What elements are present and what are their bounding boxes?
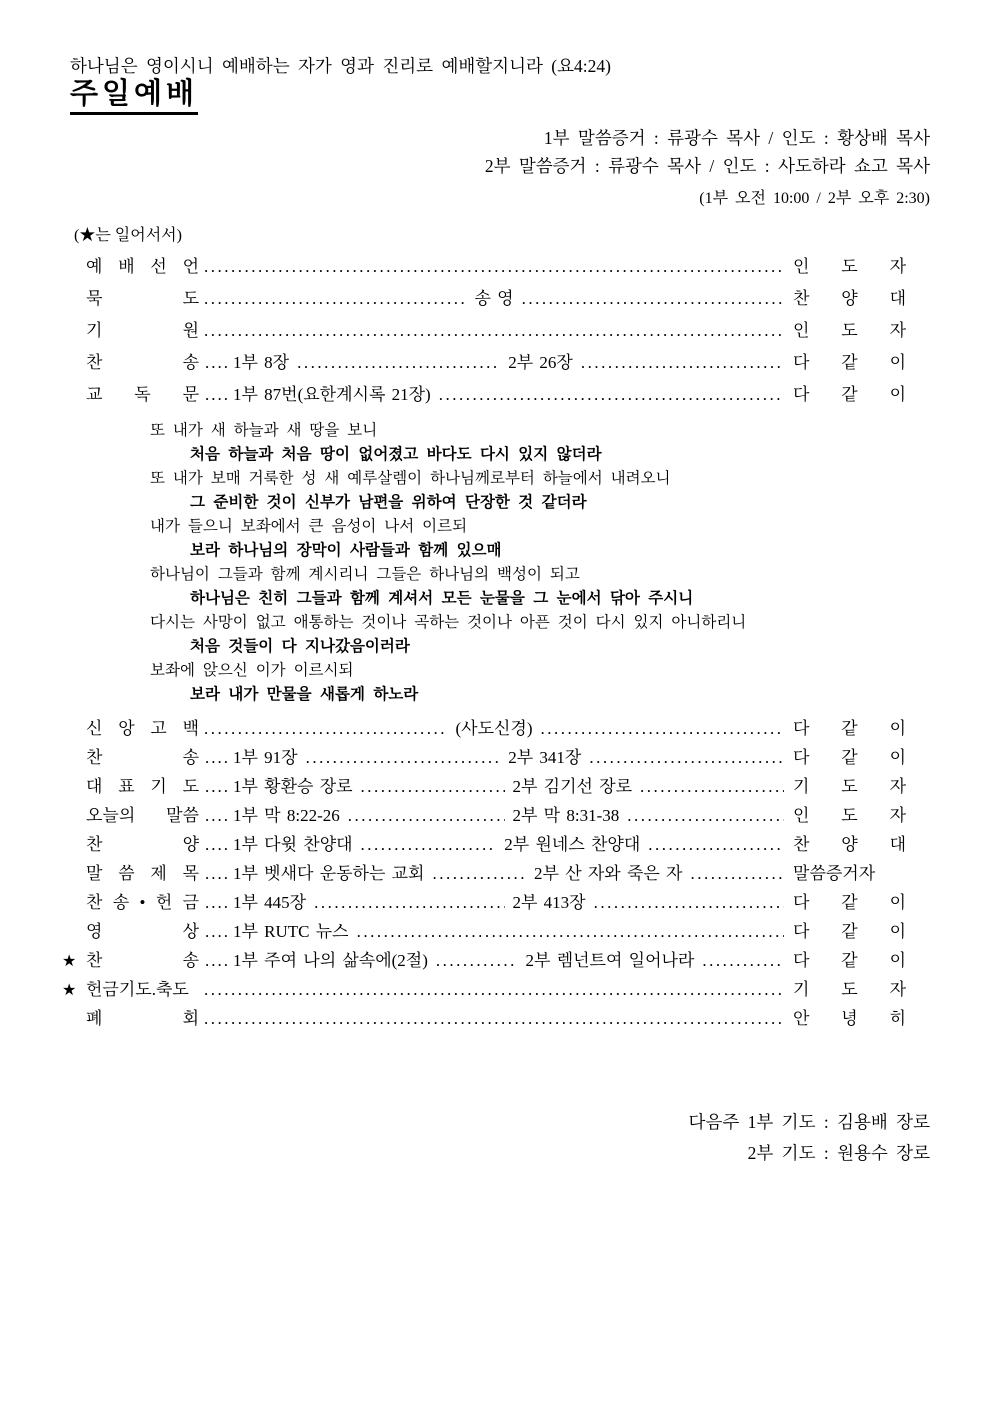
reading-line: 처음 하늘과 처음 땅이 없어졌고 바다도 다시 있지 않더라: [190, 445, 602, 463]
leader-dots-short: ....: [205, 353, 230, 372]
worship-order-row: [86, 379, 906, 411]
service-leaders-line2: 2부 말씀증거 : 류광수 목사 / 인도 : 사도하라 쇼고 목사: [484, 156, 930, 176]
leader-dots-fill: [640, 772, 784, 801]
reading-line: 보라 하나님의 장막이 사람들과 함께 있으매: [190, 541, 502, 559]
order-item-label: 찬 송: [86, 951, 199, 970]
order-item-label: 찬 송 • 헌 금: [86, 893, 199, 912]
star-icon: ★: [62, 951, 77, 970]
order-of-worship-part1: [86, 251, 906, 411]
reading-line: 내가 들으니 보좌에서 큰 음성이 나서 이르되: [150, 517, 468, 535]
leader-dots-short: ....: [205, 893, 230, 912]
worship-order-row: [62, 946, 906, 975]
page-subtitle: 하나님은 영이시니 예배하는 자가 영과 진리로 예배할지니라 (요4:24): [70, 56, 611, 76]
order-item-label: 헌금기도.축도: [86, 980, 189, 999]
order-item-label: 대 표 기 도: [86, 777, 199, 796]
worship-order-row: [86, 801, 906, 830]
order-item-performer: 인 도 자: [793, 321, 906, 340]
leader-dots-fill: [204, 1004, 784, 1033]
reading-line: 보좌에 앉으신 이가 이르시되: [150, 661, 354, 679]
order-item-label: 교 독 문: [86, 385, 199, 404]
leader-dots-fill: [690, 859, 784, 888]
order-item-detail: 2부 341장: [508, 748, 582, 767]
leader-dots-fill: [204, 283, 466, 315]
order-of-worship-part2: [62, 714, 907, 1033]
order-item-performer: 다 같 이: [793, 951, 906, 970]
leader-dots-fill: [589, 743, 784, 772]
worship-order-row: [86, 830, 906, 859]
leader-dots-fill: [702, 946, 784, 975]
leader-dots-fill: [306, 743, 501, 772]
order-item-label: 찬 양: [86, 835, 199, 854]
order-item-detail: 2부 막 8:31-38: [512, 806, 620, 825]
reading-line: 보라 내가 만물을 새롭게 하노라: [190, 685, 419, 703]
worship-order-row: [86, 772, 906, 801]
order-item-performer: 다 같 이: [793, 719, 907, 738]
order-item-detail: 1부 벳새다 운동하는 교회: [233, 864, 425, 883]
order-item-detail: 2부 산 자와 죽은 자: [534, 864, 683, 883]
worship-order-row: [86, 315, 906, 347]
order-item-label: 찬 송: [86, 748, 199, 767]
service-leaders: [0, 124, 930, 180]
leader-dots-short: ....: [205, 748, 230, 767]
page-title: 주일예배: [70, 78, 198, 115]
worship-order-row: [62, 975, 906, 1004]
leader-dots-fill: [204, 251, 784, 283]
leader-dots-fill: [432, 859, 526, 888]
next-week-prayer: [0, 1107, 930, 1169]
leader-dots-fill: [204, 315, 784, 347]
order-item-detail: 2부 26장: [508, 353, 573, 372]
reading-line: 하나님은 친히 그들과 함께 계셔서 모든 눈물을 그 눈에서 닦아 주시니: [190, 589, 694, 607]
order-item-detail: 1부 445장: [233, 893, 307, 912]
reading-line: 다시는 사망이 없고 애통하는 것이나 곡하는 것이나 아픈 것이 다시 있지 아니하리니: [150, 613, 747, 631]
worship-order-row: [86, 251, 906, 283]
order-item-label: 말 씀 제 목: [86, 864, 199, 883]
worship-order-row: [86, 888, 906, 917]
order-item-label: 영 상: [86, 922, 199, 941]
leader-dots-fill: [439, 379, 784, 411]
leader-dots-fill: [522, 283, 784, 315]
order-item-label: 예 배 선 언: [86, 257, 199, 276]
order-item-detail: 1부 막 8:22-26: [233, 806, 340, 825]
order-item-performer: 말씀증거자: [793, 864, 876, 883]
order-item-detail: 1부 다윗 찬양대: [233, 835, 353, 854]
order-item-detail: (사도신경): [455, 719, 533, 738]
order-item-detail: 송 영: [474, 289, 514, 308]
order-item-detail: 2부 원네스 찬양대: [504, 835, 641, 854]
leader-dots-short: ....: [205, 835, 230, 854]
order-item-performer: 다 같 이: [793, 353, 906, 372]
leader-dots-short: ....: [205, 385, 230, 404]
leader-dots-fill: [648, 830, 784, 859]
order-item-detail: 1부 87번(요한계시록 21장): [233, 385, 431, 404]
order-item-detail: 1부 황환승 장로: [233, 777, 353, 796]
worship-order-row: [86, 283, 906, 315]
order-item-detail: 2부 김기선 장로: [512, 777, 633, 796]
order-item-detail: 1부 RUTC 뉴스: [233, 922, 349, 941]
order-item-performer: 다 같 이: [793, 385, 906, 404]
order-item-performer: 인 도 자: [793, 806, 906, 825]
leader-dots-fill: [361, 772, 505, 801]
order-item-detail: 1부 주여 나의 삶속에(2절): [233, 951, 428, 970]
order-item-label: 신 앙 고 백: [86, 719, 199, 738]
reading-line: 그 준비한 것이 신부가 남편을 위하여 단장한 것 같더라: [190, 493, 587, 511]
worship-order-row: [86, 714, 906, 743]
reading-line: 또 내가 보매 거룩한 성 새 예루살렘이 하나님께로부터 하늘에서 내려오니: [150, 469, 671, 487]
order-item-performer: 다 같 이: [793, 893, 906, 912]
leader-dots-short: ....: [205, 777, 230, 796]
order-item-label: 묵 도: [86, 289, 199, 308]
leader-dots-fill: [581, 347, 784, 379]
leader-dots-short: ....: [205, 922, 230, 941]
leader-dots-short: ....: [205, 864, 230, 883]
reading-line: 처음 것들이 다 지나갔음이러라: [190, 637, 410, 655]
leader-dots-fill: [361, 830, 497, 859]
order-item-performer: 다 같 이: [793, 748, 906, 767]
leader-dots-fill: [357, 917, 784, 946]
order-item-detail: 2부 413장: [512, 893, 586, 912]
order-item-label: 오늘의 말씀: [86, 806, 199, 825]
order-item-performer: 안 녕 히: [793, 1009, 906, 1028]
leader-dots-fill: [594, 888, 784, 917]
leader-dots-fill: [297, 347, 500, 379]
stand-note: (★는 일어서서): [74, 227, 182, 244]
leader-dots-fill: [348, 801, 505, 830]
star-icon: ★: [62, 980, 77, 999]
leader-dots-fill: [204, 714, 448, 743]
next-week-prayer-line1: 다음주 1부 기도 : 김용배 장로: [688, 1112, 930, 1132]
leader-dots-fill: [541, 714, 785, 743]
worship-order-row: [86, 1004, 906, 1033]
order-item-label: 찬 송: [86, 353, 199, 372]
order-item-performer: 인 도 자: [793, 257, 906, 276]
reading-line: 또 내가 새 하늘과 새 땅을 보니: [150, 421, 378, 439]
order-item-detail: 2부 렘넌트여 일어나라: [525, 951, 695, 970]
leader-dots-fill: [436, 946, 518, 975]
order-item-label: 기 원: [86, 321, 199, 340]
order-item-performer: 기 도 자: [793, 777, 906, 796]
service-time-note: (1부 오전 10:00 / 2부 오후 2:30): [699, 190, 930, 207]
responsive-reading-text: [150, 418, 932, 706]
order-item-detail: 1부 8장: [233, 353, 290, 372]
next-week-prayer-line2: 2부 기도 : 원용수 장로: [747, 1143, 930, 1163]
reading-line: 하나님이 그들과 함께 계시리니 그들은 하나님의 백성이 되고: [150, 565, 580, 583]
order-item-detail: 1부 91장: [233, 748, 298, 767]
worship-order-row: [86, 743, 906, 772]
worship-order-row: [86, 347, 906, 379]
order-item-performer: 기 도 자: [793, 980, 906, 999]
worship-order-row: [86, 917, 906, 946]
worship-order-row: [86, 859, 906, 888]
order-item-label: 폐 회: [86, 1009, 199, 1028]
leader-dots-short: ....: [205, 806, 230, 825]
leader-dots-short: ....: [205, 951, 230, 970]
leader-dots-fill: [204, 975, 784, 1004]
order-item-performer: 찬 양 대: [793, 835, 907, 854]
leader-dots-fill: [627, 801, 784, 830]
order-item-performer: 찬 양 대: [793, 289, 907, 308]
service-leaders-line1: 1부 말씀증거 : 류광수 목사 / 인도 : 황상배 목사: [543, 128, 930, 148]
leader-dots-fill: [314, 888, 504, 917]
order-item-performer: 다 같 이: [793, 922, 906, 941]
